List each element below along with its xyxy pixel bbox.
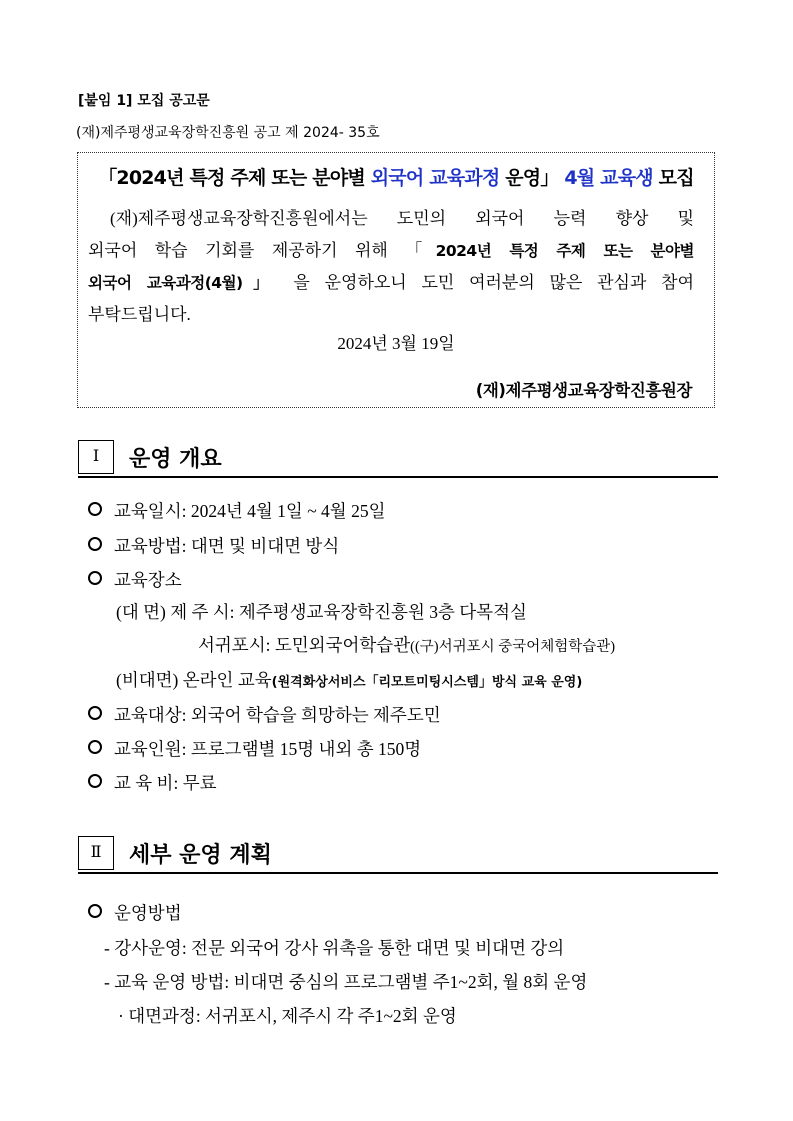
circle-bullet-icon <box>88 774 102 788</box>
notice-body <box>88 203 694 331</box>
notice-signer: (재)제주평생교육장학진흥원장 <box>475 381 692 400</box>
place-f2f-jeju: (대 면) 제 주 시: 제주평생교육장학진흥원 3층 다목적실 <box>116 602 527 622</box>
instructor-operation: - 강사운영: 전문 외국어 강사 위촉을 통한 대면 및 비대면 강의 <box>104 938 565 958</box>
circle-bullet-icon <box>88 706 102 720</box>
notice-body-line: 부탁드립니다. <box>88 305 191 324</box>
attachment-label: [붙임 1] 모집 공고문 <box>78 93 210 109</box>
notice-box <box>77 152 715 408</box>
list-item-target: 교육대상: 외국어 학습을 희망하는 제주도민 <box>88 702 441 727</box>
section-2-heading <box>78 836 718 874</box>
notice-title: 「2024년 특정 주제 또는 분야별 외국어 교육과정 운영」 4월 교육생 모집 <box>98 167 694 189</box>
section-1-title: 운영 개요 <box>129 447 222 472</box>
list-item-operation: 운영방법 <box>88 900 182 925</box>
circle-bullet-icon <box>88 740 102 754</box>
notice-number: (재)제주평생교육장학진흥원 공고 제 2024- 35호 <box>76 125 380 141</box>
f2f-course: · 대면과정: 서귀포시, 제주시 각 주1~2회 운영 <box>118 1006 457 1026</box>
section-1-heading <box>78 440 718 478</box>
circle-bullet-icon <box>88 571 102 585</box>
place-online: (비대면) 온라인 교육(원격화상서비스「리모트미팅시스템」방식 교육 운영) <box>116 670 583 690</box>
section-2-number: Ⅱ <box>78 836 114 870</box>
list-item-place: 교육장소 <box>88 567 182 592</box>
notice-date: 2024년 3월 19일 <box>337 334 455 353</box>
list-item-method: 교육방법: 대면 및 비대면 방식 <box>88 533 339 558</box>
list-item-capacity: 교육인원: 프로그램별 15명 내외 총 150명 <box>88 736 421 761</box>
list-item-fee: 교 육 비: 무료 <box>88 770 217 795</box>
place-f2f-seogwipo: 서귀포시: 도민외국어학습관((구)서귀포시 중국어체험학습관) <box>198 635 616 655</box>
notice-body-line: 외국어 학습 기회를 제공하기 위해 「2024년 특정 주제 또는 분야별 <box>88 241 694 260</box>
notice-body-line: (재)제주평생교육장학진흥원에서는 도민의 외국어 능력 향상 및 <box>110 209 694 228</box>
circle-bullet-icon <box>88 904 102 918</box>
education-operation-method: - 교육 운영 방법: 비대면 중심의 프로그램별 주1~2회, 월 8회 운영 <box>104 972 588 992</box>
list-item-schedule: 교육일시: 2024년 4월 1일 ~ 4월 25일 <box>88 498 385 523</box>
section-1-number: Ⅰ <box>78 440 114 474</box>
section-2-title: 세부 운영 계획 <box>129 843 272 868</box>
notice-body-line: 외국어 교육과정(4월)」 을 운영하오니 도민 여러분의 많은 관심과 참여 <box>88 273 694 292</box>
circle-bullet-icon <box>88 502 102 516</box>
circle-bullet-icon <box>88 537 102 551</box>
